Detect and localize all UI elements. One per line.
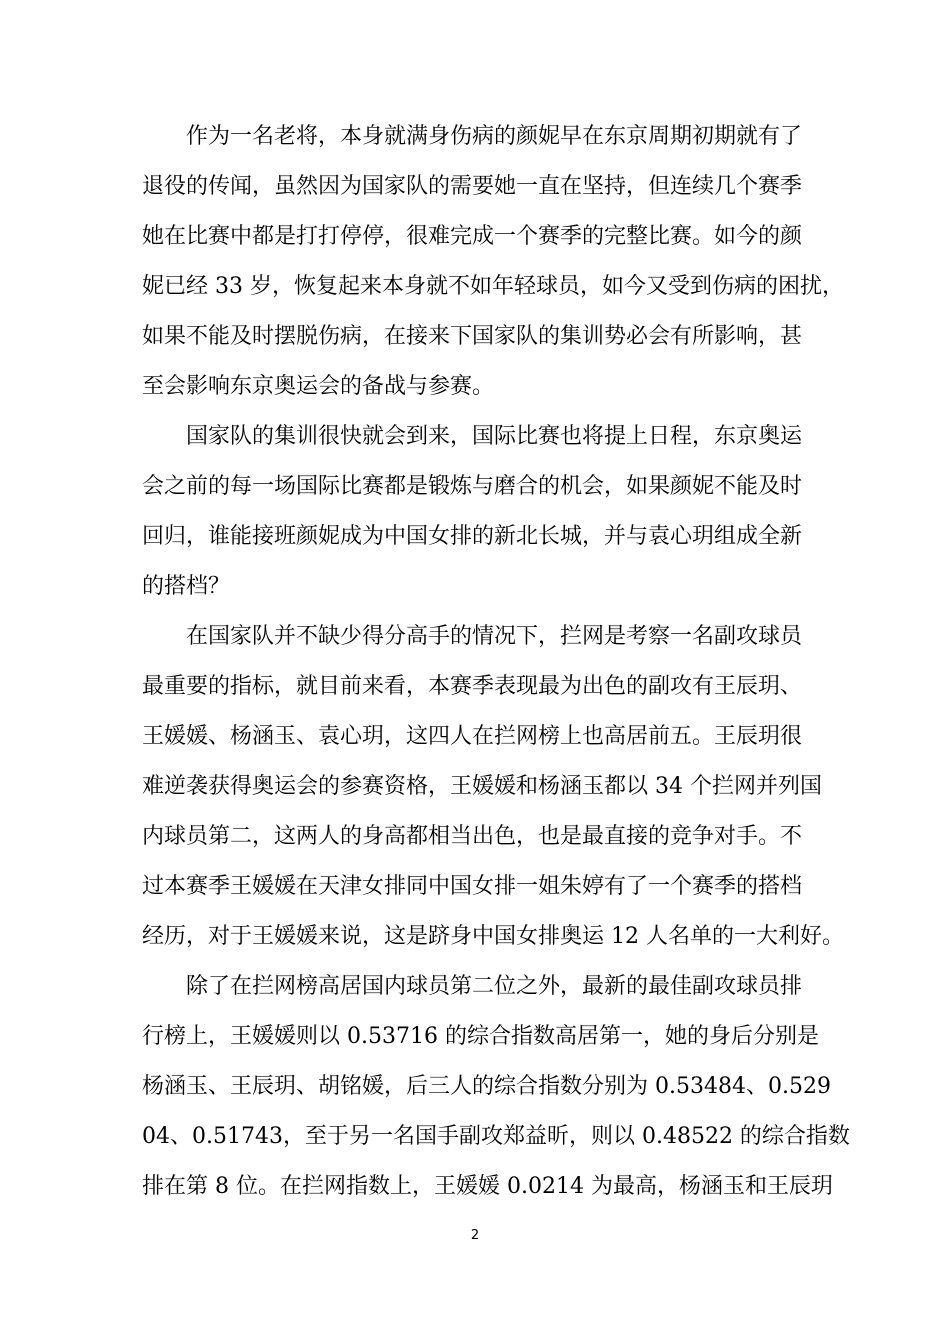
paragraph-4-line-5: 排在第 8 位。在拦网指数上，王媛媛 0.0214 为最高，杨涵玉和王辰玥 (142, 1174, 833, 1199)
paragraph-1-line-2: 退役的传闻，虽然因为国家队的需要她一直在坚持，但连续几个赛季 (142, 174, 803, 199)
paragraph-2-line-1: 国家队的集训很快就会到来，国际比赛也将提上日程，东京奥运 (186, 424, 803, 449)
paragraph-3-line-5: 内球员第二，这两人的身高都相当出色，也是最直接的竞争对手。不 (142, 824, 803, 849)
paragraph-1-line-6: 至会影响东京奥运会的备战与参赛。 (142, 374, 495, 399)
paragraph-4-line-4: 04、0.51743，至于另一名国手副攻郑益昕，则以 0.48522 的综合指数 (142, 1124, 850, 1149)
paragraph-2-line-3: 回归，谁能接班颜妮成为中国女排的新北长城，并与袁心玥组成全新 (142, 524, 803, 549)
paragraph-3-line-2: 最重要的指标，就目前来看，本赛季表现最为出色的副攻有王辰玥、 (142, 674, 803, 699)
paragraph-3-line-7: 经历，对于王媛媛来说，这是跻身中国女排奥运 12 人名单的一大利好。 (142, 924, 844, 949)
paragraph-4-line-1: 除了在拦网榜高居国内球员第二位之外，最新的最佳副攻球员排 (186, 974, 803, 999)
page-number: 2 (470, 1228, 480, 1243)
paragraph-1-line-1: 作为一名老将，本身就满身伤病的颜妮早在东京周期初期就有了 (186, 124, 803, 149)
paragraph-4-line-2: 行榜上，王媛媛则以 0.53716 的综合指数高居第一，她的身后分别是 (142, 1024, 819, 1049)
paragraph-3-line-4: 难逆袭获得奥运会的参赛资格，王媛媛和杨涵玉都以 34 个拦网并列国 (142, 774, 822, 799)
paragraph-3-line-6: 过本赛季王媛媛在天津女排同中国女排一姐朱婷有了一个赛季的搭档 (142, 874, 803, 899)
paragraph-3-line-3: 王媛媛、杨涵玉、袁心玥，这四人在拦网榜上也高居前五。王辰玥很 (142, 724, 803, 749)
paragraph-4-line-3: 杨涵玉、王辰玥、胡铭媛，后三人的综合指数分别为 0.53484、0.529 (142, 1074, 831, 1099)
paragraph-2-line-2: 会之前的每一场国际比赛都是锻炼与磨合的机会，如果颜妮不能及时 (142, 474, 803, 499)
paragraph-2-line-4: 的搭档？ (142, 574, 231, 599)
paragraph-1-line-5: 如果不能及时摆脱伤病，在接来下国家队的集训势必会有所影响，甚 (142, 324, 803, 349)
paragraph-1-line-4: 妮已经 33 岁，恢复起来本身就不如年轻球员，如今又受到伤病的困扰， (142, 274, 844, 299)
paragraph-3-line-1: 在国家队并不缺少得分高手的情况下，拦网是考察一名副攻球员 (186, 624, 803, 649)
paragraph-1-line-3: 她在比赛中都是打打停停，很难完成一个赛季的完整比赛。如今的颜 (142, 224, 803, 249)
